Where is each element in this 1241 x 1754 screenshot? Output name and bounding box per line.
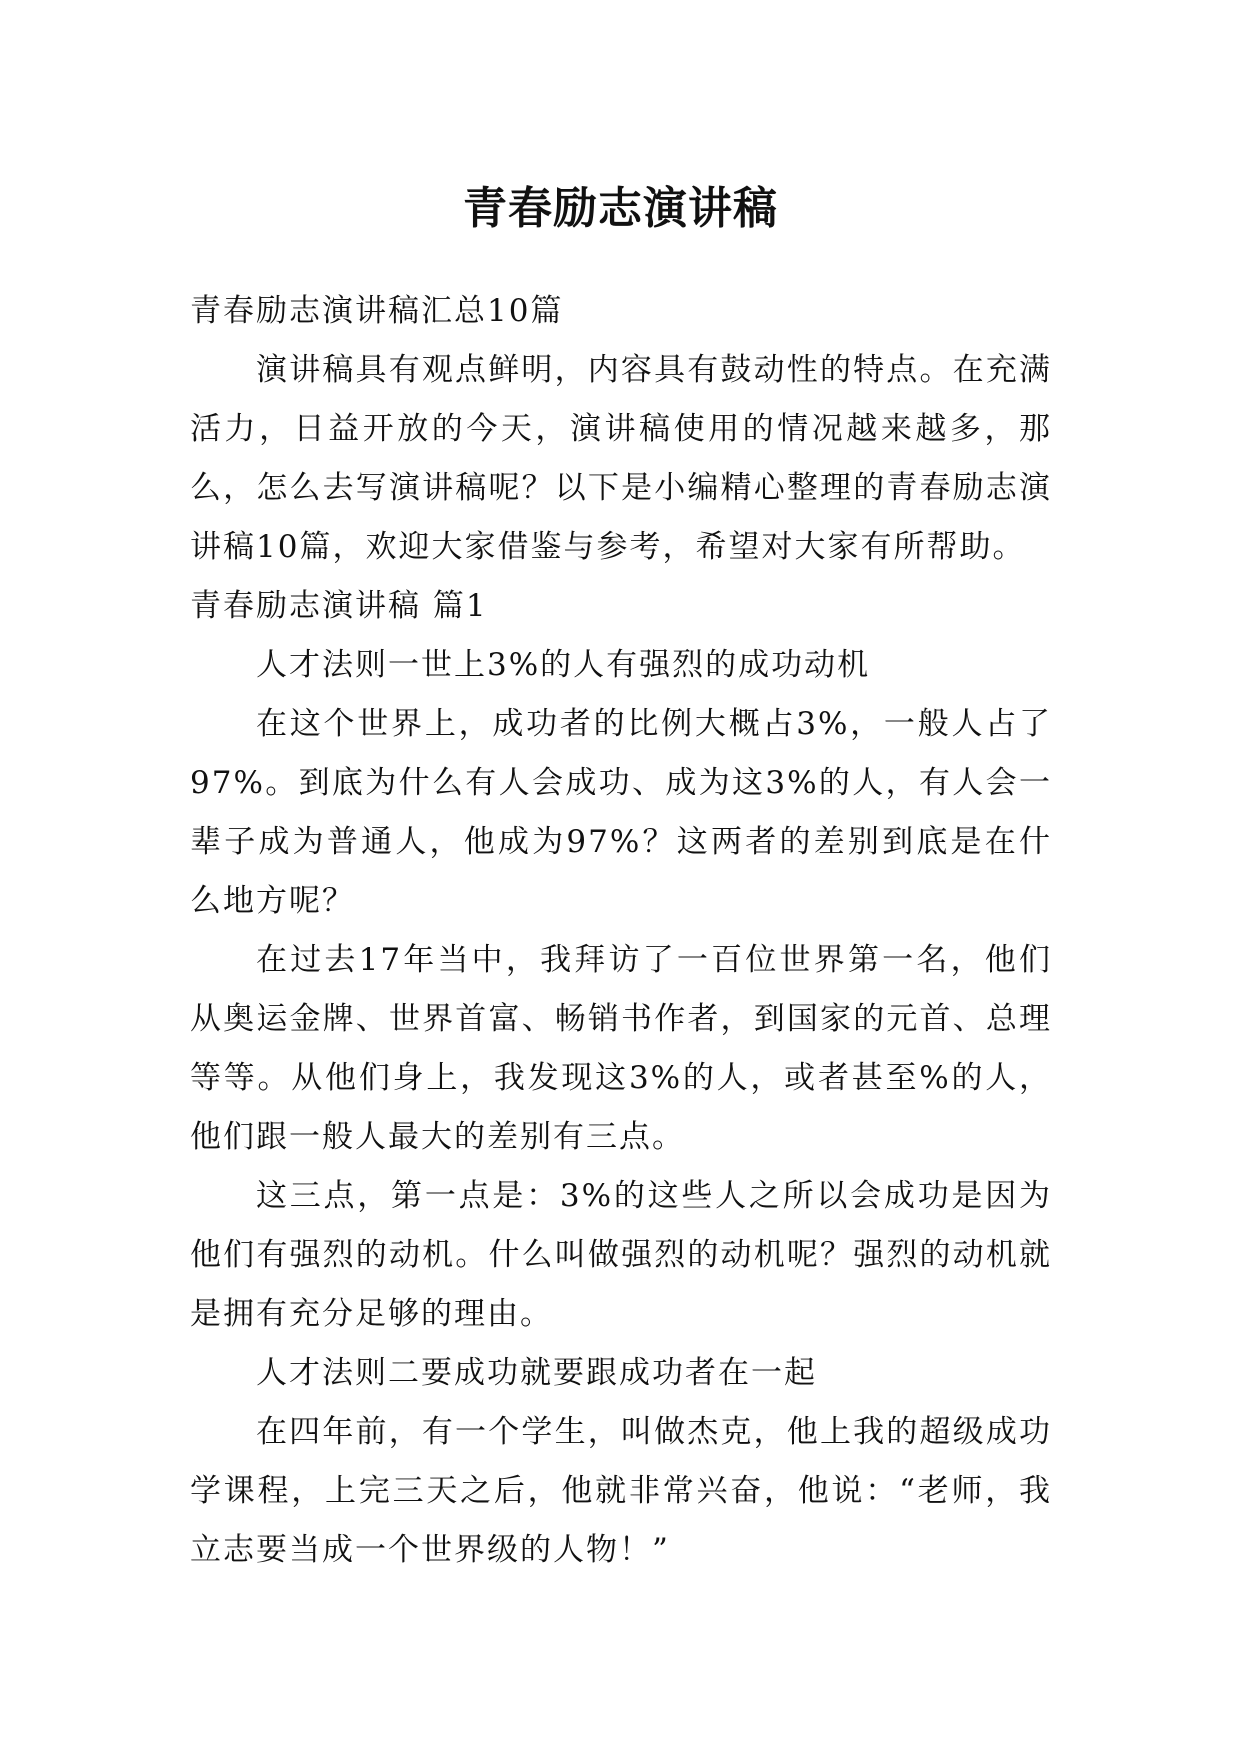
paragraph-body: 在过去17年当中，我拜访了一百位世界第一名，他们从奥运金牌、世界首富、畅销书作者，到国家的元首、总理等等。从他们身上，我发现这3%的人，或者甚至%的人，他们跟一般人最大的差别有三点。 [190, 942, 1052, 1155]
paragraph-rule-two: 人才法则二要成功就要跟成功者在一起 [256, 1355, 817, 1391]
paragraph-subtitle: 青春励志演讲稿汇总10篇 [190, 293, 564, 329]
paragraph-section-heading: 青春励志演讲稿 篇1 [190, 588, 488, 624]
paragraph-body: 这三点，第一点是：3%的这些人之所以会成功是因为他们有强烈的动机。什么叫做强烈的动机呢？强烈的动机就是拥有充分足够的理由。 [190, 1178, 1052, 1332]
document-body [190, 282, 1052, 1580]
paragraph-intro: 演讲稿具有观点鲜明，内容具有鼓动性的特点。在充满活力，日益开放的今天，演讲稿使用的情况越来越多，那么，怎么去写演讲稿呢？以下是小编精心整理的青春励志演讲稿10篇，欢迎大家借鉴与参考，希望对大家有所帮助。 [190, 352, 1052, 565]
document-title: 青春励志演讲稿 [463, 183, 778, 235]
paragraph-body: 在四年前，有一个学生，叫做杰克，他上我的超级成功学课程，上完三天之后，他就非常兴奋，他说：“老师，我立志要当成一个世界级的人物！” [190, 1414, 1052, 1568]
paragraph-rule-one: 人才法则一世上3%的人有强烈的成功动机 [256, 647, 871, 683]
paragraph-body: 在这个世界上，成功者的比例大概占3%，一般人占了97%。到底为什么有人会成功、成为这3%的人，有人会一辈子成为普通人，他成为97%？这两者的差别到底是在什么地方呢？ [190, 706, 1052, 919]
